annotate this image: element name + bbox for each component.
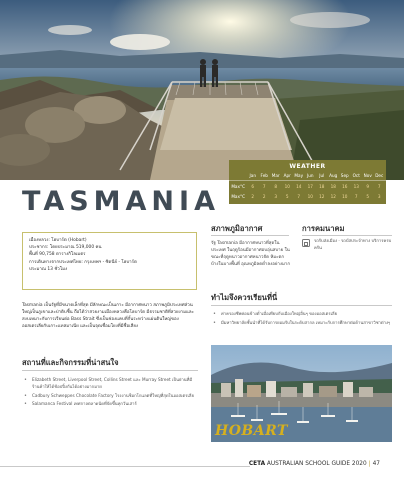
footer-text xyxy=(249,461,380,467)
list-item: • ค่าครองชีพค่อนข้างต่ำเมื่อเทียบกับเมืองใหญ่อื่นๆ ของออสเตรเลีย xyxy=(211,311,392,318)
month-cell: Apr xyxy=(283,173,291,178)
min-cell: 10 xyxy=(307,193,313,199)
max-cell: 7 xyxy=(377,183,381,189)
weather-title: WEATHER xyxy=(289,163,326,170)
section-heading-transport: การคมนาคม xyxy=(302,224,345,233)
max-label: Max°C xyxy=(231,183,245,189)
min-cell: 5 xyxy=(285,193,289,199)
list-item: • มีมหาวิทยาลัยชั้นนำที่ได้รับการยอมรับในระดับสากล เหมาะกับการศึกษาต่อด้านสาขาวิชาต่างๆ xyxy=(211,320,392,327)
min-label: Max°C xyxy=(231,193,245,199)
month-cell: Feb xyxy=(260,173,268,178)
hobart-photo xyxy=(211,345,392,442)
page-number: 47 xyxy=(372,461,380,467)
section-heading-attractions: สถานที่และกิจกรรมที่น่าสนใจ xyxy=(22,358,119,367)
min-cell: 5 xyxy=(366,193,370,199)
min-cell: 12 xyxy=(319,193,325,199)
max-cell: 9 xyxy=(366,183,370,189)
month-cell: Jun xyxy=(306,173,314,178)
month-cell: Aug xyxy=(329,173,338,178)
page-footer xyxy=(0,459,404,473)
max-cell: 16 xyxy=(342,183,348,189)
fact-population: ประชากร: โดยประมาณ 519,000 คน xyxy=(29,245,102,251)
footer-divider: | xyxy=(368,461,371,467)
max-cell: 6 xyxy=(251,183,255,189)
photo-label: HOBART xyxy=(215,423,288,439)
fact-travel: การเดินทางจากประเทศไทย: กรุงเทพฯ - ซิดนีย์ - โฮบาร์ต xyxy=(29,259,137,265)
fact-duration: ประมาณ 13 ชั่วโมง xyxy=(29,266,68,272)
max-cell: 13 xyxy=(353,183,359,189)
month-cell: Mar xyxy=(271,173,280,178)
month-cell: Sep xyxy=(340,173,349,178)
max-cell: 8 xyxy=(274,183,278,189)
section-heading-climate: สภาพภูมิอากาศ xyxy=(211,224,263,233)
fact-area: พื้นที่ 90,758 ตารางกิโลเมตร xyxy=(29,252,86,258)
max-cell: 10 xyxy=(284,183,290,189)
fact-box xyxy=(22,232,197,290)
max-cell: 18 xyxy=(319,183,325,189)
transport-text: รถรับส่งเมือง · รถบัสประจำทาง บริการครบครัน xyxy=(314,238,392,250)
month-cell: Oct xyxy=(352,173,360,178)
hero-image xyxy=(0,0,404,180)
list-item: • Elizabeth Street, Liverpool Street, Collins Street และ Murray Street เป็นย่านที่มีร้านค้าให้ได้ช้อปปิ้งกันได้อย่างมากมาย xyxy=(22,377,198,391)
footer-guide: AUSTRALIAN SCHOOL GUIDE 2020 xyxy=(266,461,367,467)
min-cell: 7 xyxy=(354,193,358,199)
min-cell: 12 xyxy=(330,193,336,199)
min-cell: 3 xyxy=(274,193,278,199)
min-cell: 2 xyxy=(251,193,255,199)
weather-months-row xyxy=(229,171,386,181)
month-cell: Jul xyxy=(319,173,325,178)
weather-min-row xyxy=(229,191,386,201)
weather-table xyxy=(229,160,386,204)
list-item: • Salamanca Festival เทศกาลตลาดนัดที่จัดขึ้นทุกวันเสาร์ xyxy=(22,401,198,408)
max-cell: 14 xyxy=(296,183,302,189)
intro-paragraph: Tasmania เป็นรัฐที่มีขนาดเล็กที่สุด มีลักษณะเป็นเกาะ มีอากาศหนาว สภาพภูมิประเทศส่วนใหญ่เป็นภูเขาและป่าดิบชื้น ถือได้ว่าสวยงามเมืองหลวงคือโฮบาร์ต มีธรรมชาติที่สวยงามและสงบเหมาะกับการเรียนต่อ Bass Strait ซึ่งเป็นช่องแคบที่กั้นระหว่างแผ่นดินใหญ่ของออสเตรเลียกับเกาะแทสมาเนีย และเป็นจุดเชื่อมโยงที่มีชื่อเสียง xyxy=(22,303,194,329)
section-divider xyxy=(211,235,289,236)
month-cell: Jan xyxy=(249,173,256,178)
min-cell: 2 xyxy=(262,193,266,199)
month-cell: May xyxy=(294,173,304,178)
max-cell: 7 xyxy=(262,183,266,189)
max-cell: 17 xyxy=(307,183,313,189)
list-item: • Cadbury Schweppes Chocolate Factory โรงงานช็อกโกแลตที่ใหญ่ที่สุดในออสเตรเลีย xyxy=(22,393,198,400)
climate-text: รัฐ Tasmania มีอากาศหนาวที่สุดในประเทศ ในฤดูร้อนมีอากาศอบอุ่นสบาย ในขณะที่ฤดูหนาวอากาศหนาวจัด หิมะตกบ้างในบางพื้นที่ อุณหภูมิลดต่ำลงอย่างมาก xyxy=(211,241,291,267)
why-list xyxy=(211,311,392,329)
min-cell: 3 xyxy=(377,193,381,199)
month-cell: Dec xyxy=(375,173,384,178)
fact-capital: เมืองหลวง: โฮบาร์ต (Hobart) xyxy=(29,238,87,243)
section-divider xyxy=(211,305,392,306)
attractions-list xyxy=(22,377,198,410)
footer-rule xyxy=(0,466,250,467)
footer-brand: CETA xyxy=(248,461,266,467)
min-cell: 7 xyxy=(297,193,301,199)
section-heading-why: ทำไมจึงควรเรียนที่นี่ xyxy=(211,293,278,302)
month-cell: Nov xyxy=(363,173,372,178)
section-divider xyxy=(302,235,392,236)
page-title: TASMANIA xyxy=(22,186,220,217)
weather-max-row xyxy=(229,181,386,191)
section-divider xyxy=(22,370,198,371)
transport-item xyxy=(302,238,392,251)
max-cell: 18 xyxy=(330,183,336,189)
min-cell: 10 xyxy=(342,193,348,199)
bus-icon xyxy=(302,239,310,247)
